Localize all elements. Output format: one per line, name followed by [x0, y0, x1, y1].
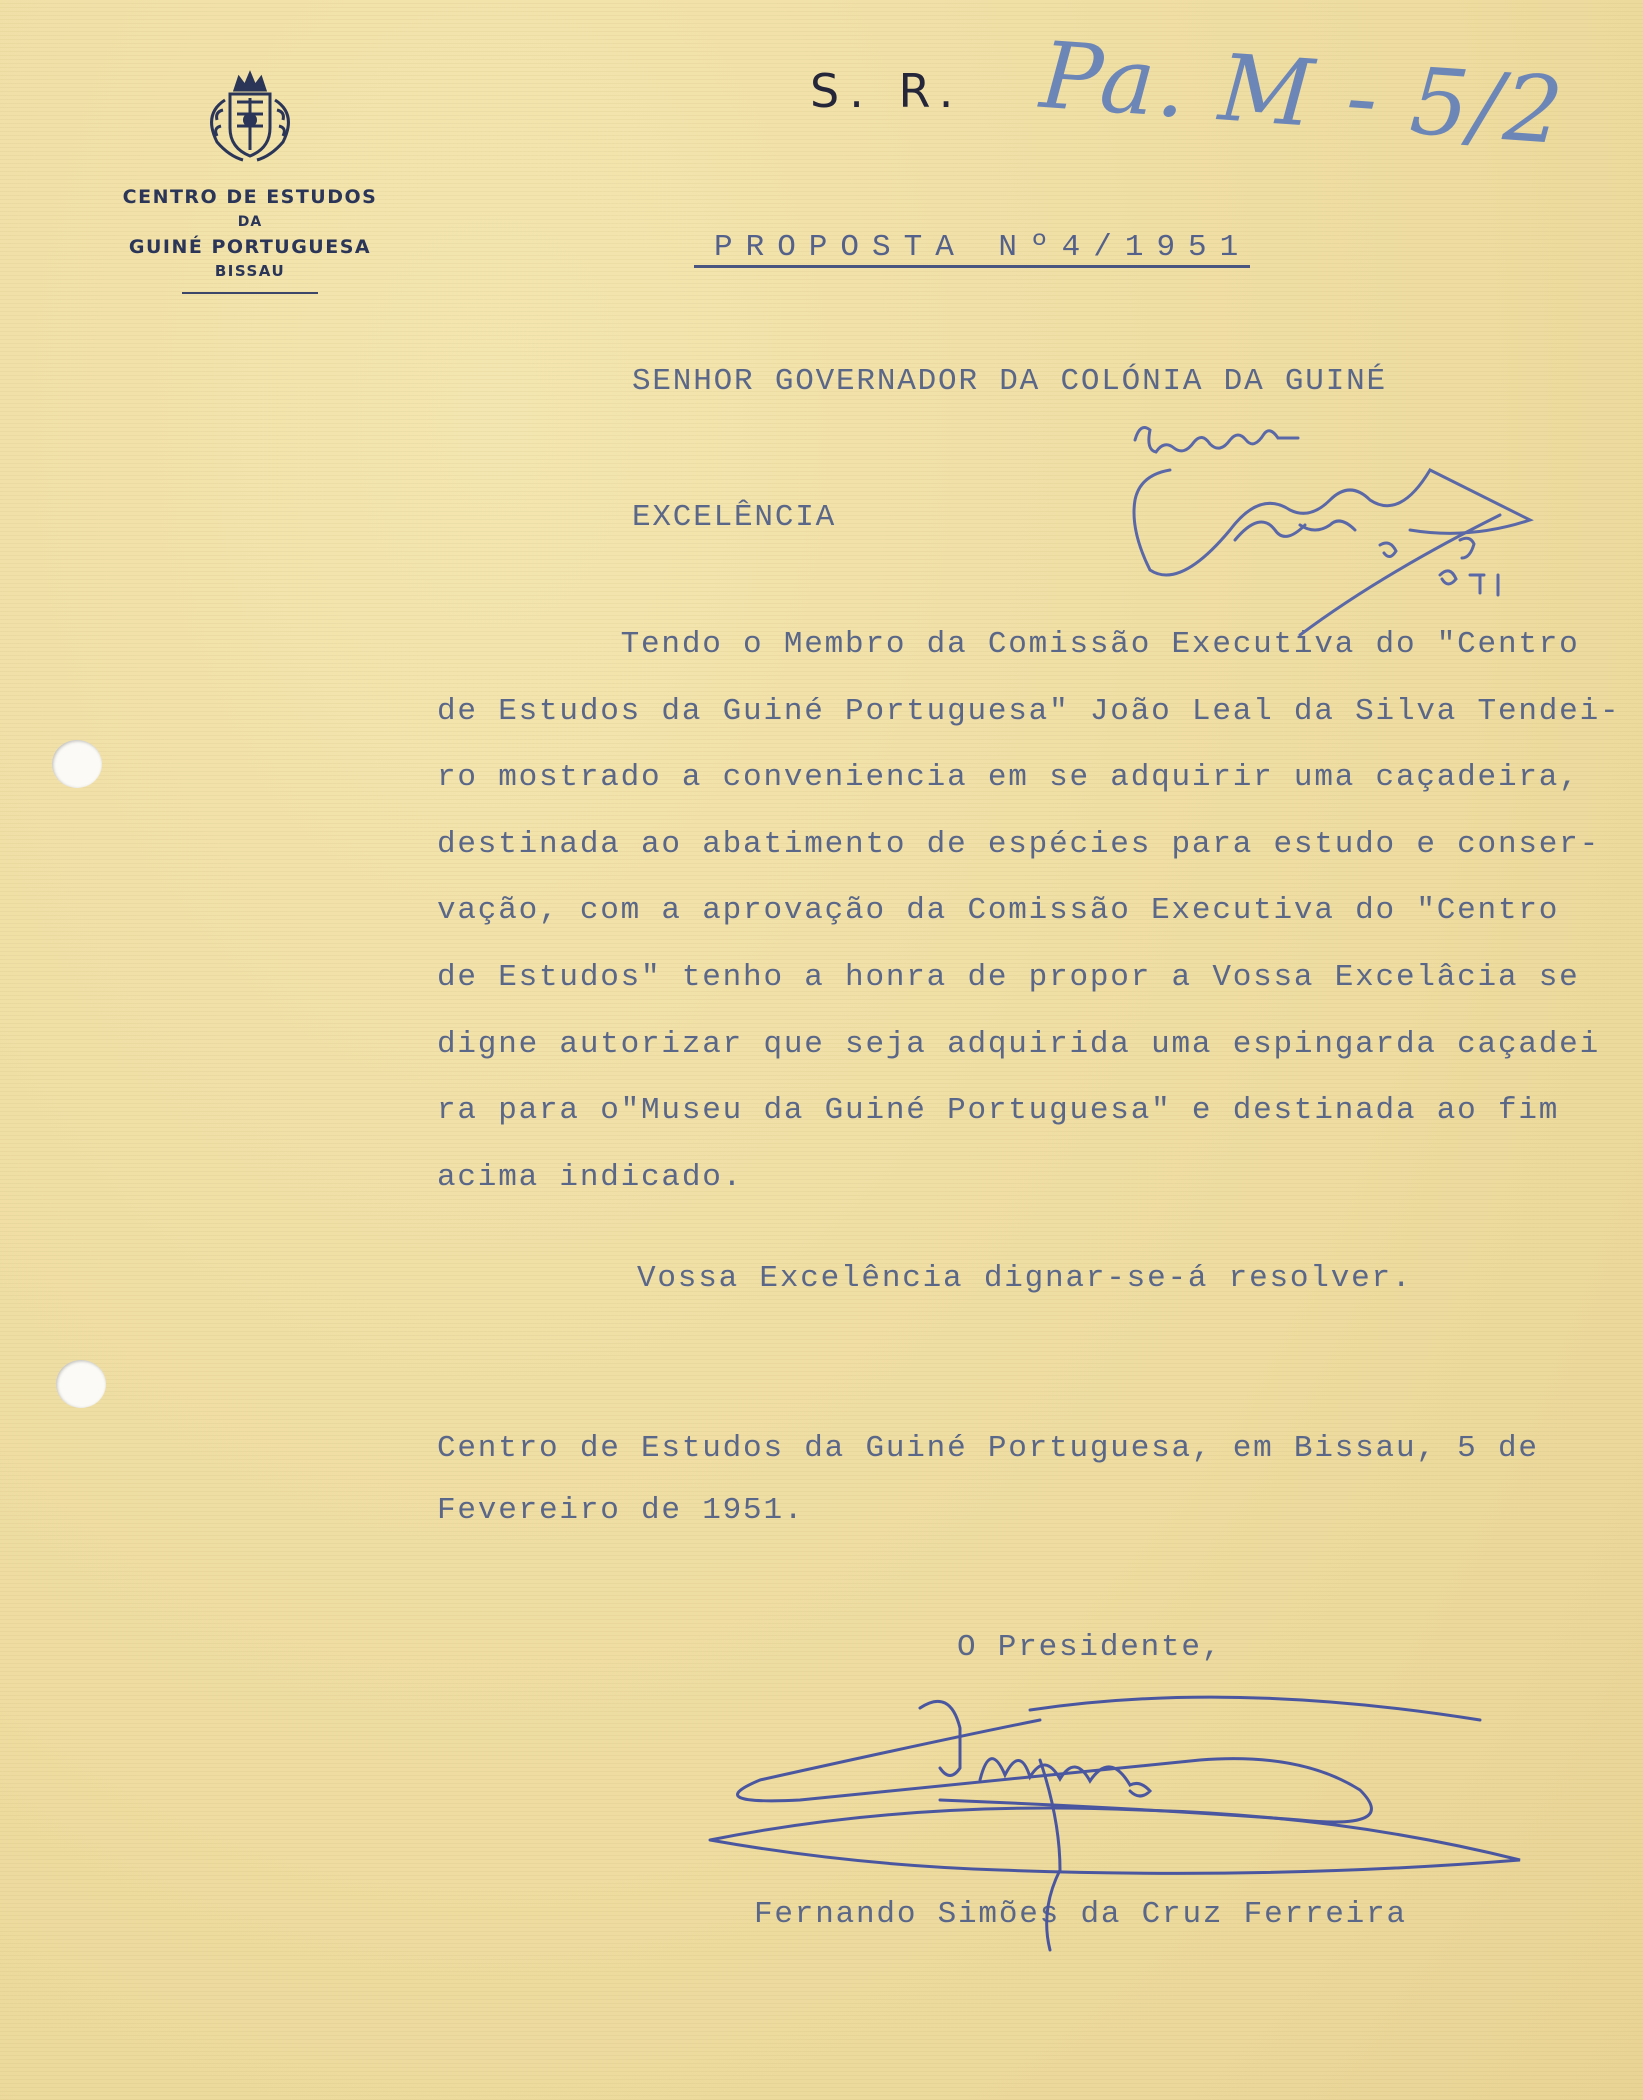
body-line: vação, com a aprovação da Comissão Executiva do "Centro — [437, 893, 1560, 929]
body-paragraph — [437, 627, 1621, 1226]
letterhead-line-1: CENTRO DE ESTUDOS — [122, 186, 378, 208]
coat-of-arms-icon — [195, 70, 305, 168]
approval-annotation — [1134, 428, 1530, 635]
signatory-name: Fernando Simões da Cruz Ferreira — [754, 1897, 1407, 1932]
body-line: ra para o"Museu da Guiné Portuguesa" e destinada ao fim — [437, 1093, 1560, 1129]
letterhead-line-2: DA — [237, 214, 263, 230]
punch-hole-bottom — [56, 1360, 106, 1408]
proposal-underline — [694, 265, 1250, 268]
closing-line: Vossa Excelência dignar-se-á resolver. — [637, 1261, 1413, 1296]
body-line: ro mostrado a conveniencia em se adquirir uma caçadeira, — [437, 760, 1580, 796]
letterhead — [85, 70, 415, 294]
place-date-line-1: Centro de Estudos da Guiné Portuguesa, em Bissau, 5 de — [437, 1431, 1539, 1466]
greeting: EXCELÊNCIA — [632, 500, 837, 535]
body-line: destinada ao abatimento de espécies para estudo e conser- — [437, 826, 1600, 862]
letterhead-line-3: GUINÉ PORTUGUESA — [128, 236, 372, 258]
addressee: SENHOR GOVERNADOR DA COLÓNIA DA GUINÉ — [632, 364, 1387, 399]
body-line: Tendo o Membro da Comissão Executiva do "Centro — [437, 627, 1580, 662]
handwritten-reference: Pa. M - 5/2 — [1036, 21, 1569, 166]
punch-hole-top — [52, 740, 102, 788]
body-line: de Estudos" tenho a honra de propor a Vossa Excelâcia se — [437, 959, 1580, 995]
place-date-line-2: Fevereiro de 1951. — [437, 1493, 805, 1528]
body-line: de Estudos da Guiné Portuguesa" João Leal da Silva Tendei- — [437, 693, 1621, 729]
body-line: digne autorizar que seja adquirida uma espingarda caçadei — [437, 1026, 1600, 1062]
letterhead-line-4: BISSAU — [214, 262, 286, 280]
body-line: acima indicado. — [437, 1159, 744, 1195]
classification-mark: S. R. — [810, 64, 964, 118]
signatory-title: O Presidente, — [957, 1630, 1223, 1665]
proposal-title: PROPOSTA Nº4/1951 — [714, 230, 1252, 265]
letterhead-rule — [182, 292, 318, 294]
